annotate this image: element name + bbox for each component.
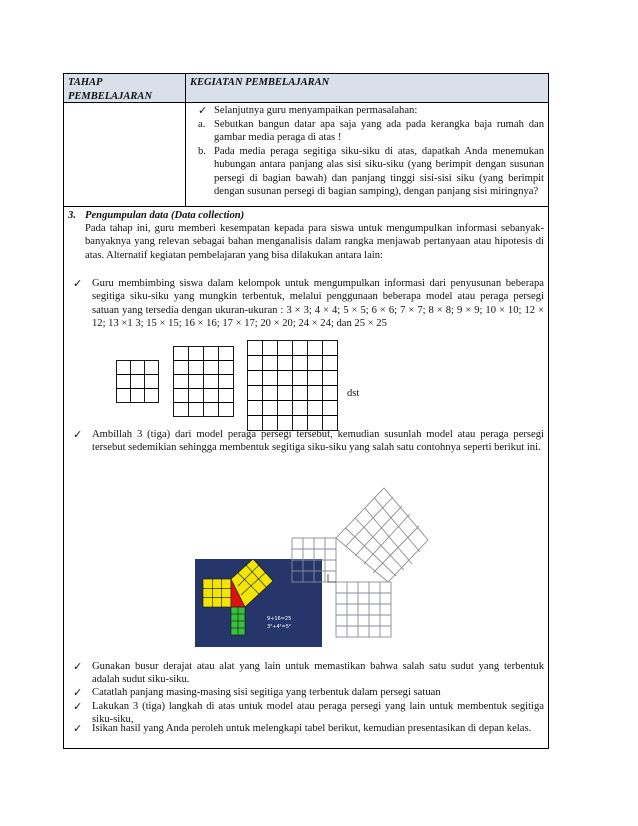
- bullet-4: Catatlah panjang masing-masing sisi segitiga yang terbentuk dalam persegi satuan: [92, 687, 441, 698]
- bullet-3: Gunakan busur derajat atau alat yang lain untuk memastikan bahwa salah satu sudut yang terbentuk adalah sudut siku-siku.: [92, 661, 544, 686]
- bullet-1: Guru membimbing siswa dalam kelompok untuk mengumpulkan informasi dari penyusunan beberapa segitiga siku-siku yang mungkin terbentuk, melalui penggunaan beberapa model atau peraga persegi satuan yang tersedia dengan ukuran-ukuran : 3 × 3; 4 × 4; 5 × 5; 6 × 6; 7 × 7; 8 × 8; 9 × 9; 10 × 10; 12 × 12; 13 ×1 3; 15 × 15; 16 × 16; 17 × 17; 20 × 20; 24 × 24; dan 25 × 25: [92, 278, 544, 330]
- checkmark-icon: ✓: [73, 686, 83, 699]
- checkmark-icon: ✓: [73, 660, 83, 673]
- item-a-marker: a.: [198, 119, 206, 130]
- grid-3x3: [116, 360, 160, 406]
- grids-dst: dst: [347, 388, 360, 399]
- photo-text-2: 3²+4²=5²: [267, 624, 291, 630]
- table-header: [64, 74, 548, 103]
- header-tahap: TAHAP PEMBELAJARAN: [68, 77, 153, 102]
- item-b-marker: b.: [198, 146, 206, 157]
- bullet-5: Lakukan 3 (tiga) langkah di atas untuk model atau peraga persegi yang lain untuk membentuk segitiga siku-siku,: [92, 701, 544, 726]
- item-b-text: Pada media peraga segitiga siku-siku di atas, dapatkah Anda menemukan hubungan antara panjang alas sisi siku-siku (yang berimpit dengan susunan persegi di bagian bawah) dan panjang tinggi sisi-sisi siku (yang berimpit dengan susunan persegi di bagian samping), dengan panjang sisi miringnya?: [214, 146, 544, 198]
- header-kegiatan: KEGIATAN PEMBELAJARAN: [190, 77, 330, 88]
- grid-4x5: [173, 346, 235, 418]
- item-a-text: Sebutkan bangun datar apa saja yang ada pada kerangka baja rumah dan gambar media peraga di atas !: [214, 119, 544, 144]
- grid-6x6: [247, 340, 339, 432]
- lesson-table: [63, 73, 549, 749]
- bullet-6: Isikan hasil yang Anda peroleh untuk melengkapi tabel berikut, kemudian presentasikan di depan kelas.: [92, 723, 532, 734]
- checkmark-icon: ✓: [73, 700, 83, 713]
- row1-intro: Selanjutnya guru menyampaikan permasalahan:: [214, 105, 418, 116]
- column-divider: [185, 74, 186, 207]
- section-title: Pengumpulan data (Data collection): [85, 210, 245, 221]
- checkmark-icon: ✓: [73, 428, 83, 441]
- checkmark-icon: ✓: [198, 104, 208, 117]
- row-divider: [64, 206, 548, 207]
- pythagoras-grid-diagram: [292, 470, 462, 655]
- photo-text-1: 9+16=25: [267, 616, 292, 622]
- checkmark-icon: ✓: [73, 277, 83, 290]
- section-number: 3.: [68, 210, 76, 221]
- checkmark-icon: ✓: [73, 722, 83, 735]
- section-paragraph: Pada tahap ini, guru memberi kesempatan kepada para siswa untuk mengumpulkan informasi sebanyak-banyaknya yang relevan sebagai bahan menganalisis dalam rangka menjawab pertanyaan atau hipotesis di atas. Alternatif kegiatan pembelajaran yang bisa dilakukan antara lain:: [85, 223, 544, 261]
- bullet-2: Ambillah 3 (tiga) dari model peraga persegi tersebut, kemudian susunlah model atau peraga persegi tersebut sedemikian sehingga membentuk segitiga siku-siku yang salah satu contohnya seperti berikut ini.: [92, 429, 544, 454]
